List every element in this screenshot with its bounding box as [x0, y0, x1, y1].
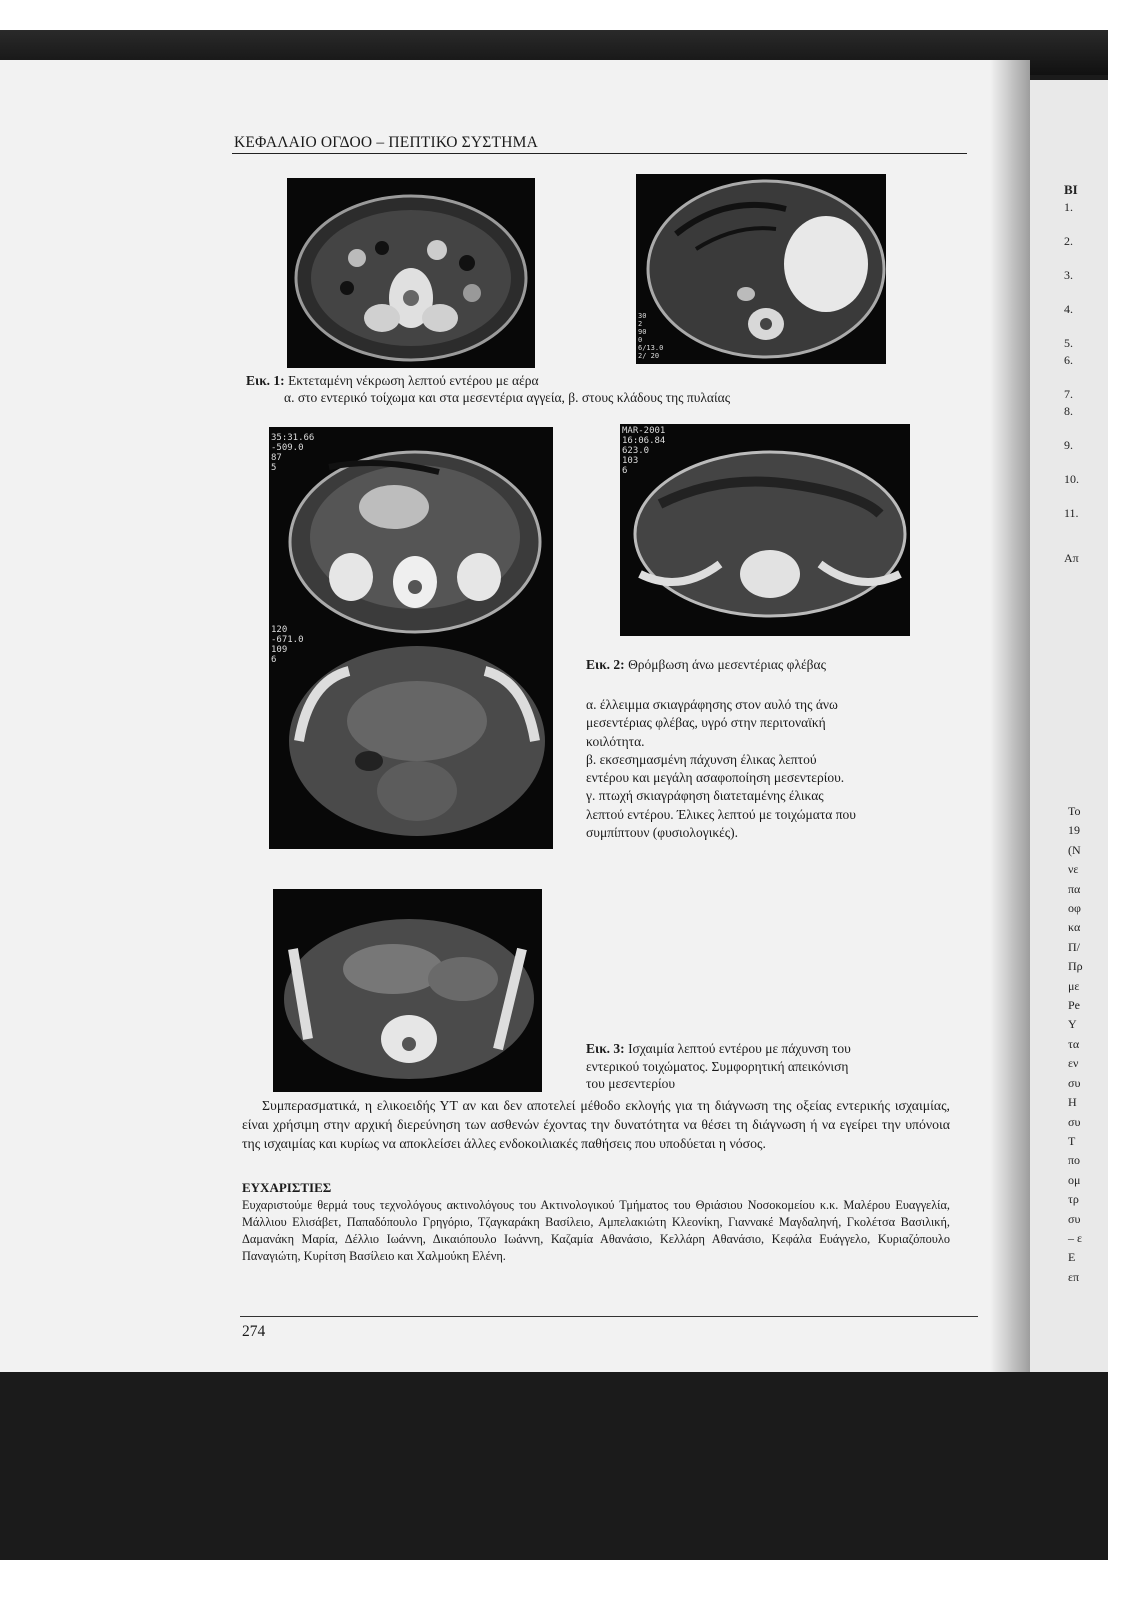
fig1-scan-b-overlay: 30 2 90 0 6/13.0 2/ 20 — [638, 312, 664, 360]
fig2-scan-a-overlay: 35:31.66 -509.0 87 5 — [271, 433, 315, 473]
fig2-scan-a — [269, 427, 553, 641]
next-page-fragment: Απ — [1064, 551, 1079, 565]
fig2-label: Εικ. 2: — [586, 657, 625, 672]
fig1-caption-line2: α. στο εντερικό τοίχωμα και στα μεσεντέρια αγγεία, β. στους κλάδους της πυλαίας — [284, 390, 731, 405]
fig2-scan-b-overlay: MAR-2001 16:06.84 623.0 103 6 — [622, 426, 666, 476]
fig1-label: Εικ. 1: — [246, 373, 285, 388]
fig1-title: Εκτεταμένη νέκρωση λεπτού εντέρου με αέρα — [288, 373, 539, 388]
fig3-caption: Εικ. 3: Ισχαιμία λεπτού εντέρου με πάχυνση του εντερικού τοιχώματος. Συμφορητική απεικόνιση του μεσεντερίου — [586, 1041, 851, 1091]
fig2-scan-c — [269, 625, 553, 849]
footer-rule — [240, 1316, 978, 1317]
fig2-caption-title — [586, 656, 826, 674]
acknowledgements-heading: ΕΥΧΑΡΙΣΤΙΕΣ — [242, 1180, 332, 1195]
scan-bottom-margin — [0, 1560, 1108, 1600]
conclusion-paragraph: Συμπερασματικά, η ελικοειδής ΥΤ αν και δεν αποτελεί μέθοδο εκλογής για τη διάγνωση της οξείας εντερικής ισχαιμίας, είναι χρήσιμη στην αρχική διερεύνηση των ασθενών έχοντας την δυνατότητα να θέσει τη διάγνωση ή να εγείρει την υπόνοια της ισχαιμίας και κυρίως να αποκλείσει άλλες ενδοκοιλιακές παθήσεις που υποδύεται η νόσος. — [242, 1098, 950, 1151]
fig1-scan-b — [636, 174, 886, 364]
fig2-scan-b — [620, 424, 910, 636]
fig2-description: α. έλλειμμα σκιαγράφησης στον αυλό της άνω μεσεντέριας φλέβας, υγρό στην περιτοναϊκή κοιλότητα. β. εκσεσημασμένη πάχυνση έλικας λεπτού εντέρου και μεγάλη ασαφοποίηση μεσεντερίου. γ. πτωχή σκιαγράφηση διατεταμένης έλικας λεπτού εντέρου. Έλικες λεπτού με τοιχώματα που συμπίπτουν (φυσιολογικές). — [586, 697, 856, 841]
fig2-scan-c-overlay: 120 -671.0 109 6 — [271, 625, 304, 665]
acknowledgements-text: Ευχαριστούμε θερμά τους τεχνολόγους ακτινολόγους του Ακτινολογικού Τμήματος του Θριάσιου Νοσοκομείου κ.κ. Μαλέρου Ευαγγελία, Μάλλιου Ελισάβετ, Παπαδόπουλο Γρηγόριο, Τζαγκαράκη Βασίλειο, Αμπελακιώτη Κλεονίκη, Γιαννακέ Μαγδαληνή, Γκολέτσα Βασιλική, Δαμανάκη Μαρία, Δέλλιο Ιωάννη, Δικαιόπουλο Ιωάννη, Καζαμία Αθανάσιο, Κελλάρη Αθανάσιο, Κεφάλα Ευάγγελο, Κυριαζόπουλο Παναγιώτη, Κυρίτση Βασίλειο και Χαλμούκη Ελένη. — [242, 1198, 950, 1263]
header-rule — [232, 153, 967, 154]
fig1-scan-a — [287, 178, 535, 368]
fig3-label: Εικ. 3: — [586, 1041, 625, 1056]
next-page-column: Το 19 (Ν νε πα οφ κα Π/ Πρ με Pe Υ τα εν συ Η συ Τ πο ομ τρ συ – ε Ε επ — [1068, 804, 1083, 1284]
fig3-scan — [273, 889, 542, 1092]
scan-right-margin — [1108, 0, 1131, 1600]
next-page-heading: ΒΙ — [1064, 182, 1078, 197]
page-number: 274 — [242, 1323, 266, 1340]
next-page-references: 1. 2. 3. 4. 5. 6. 7. 8. 9. 10. 11. — [1064, 200, 1079, 520]
fig2-title: Θρόμβωση άνω μεσεντέριας φλέβας — [628, 657, 826, 672]
fig1-caption-line1 — [246, 372, 539, 390]
chapter-header: ΚΕΦΑΛΑΙΟ ΟΓΔΟΟ – ΠΕΠΤΙΚΟ ΣΥΣΤΗΜΑ — [234, 134, 538, 151]
